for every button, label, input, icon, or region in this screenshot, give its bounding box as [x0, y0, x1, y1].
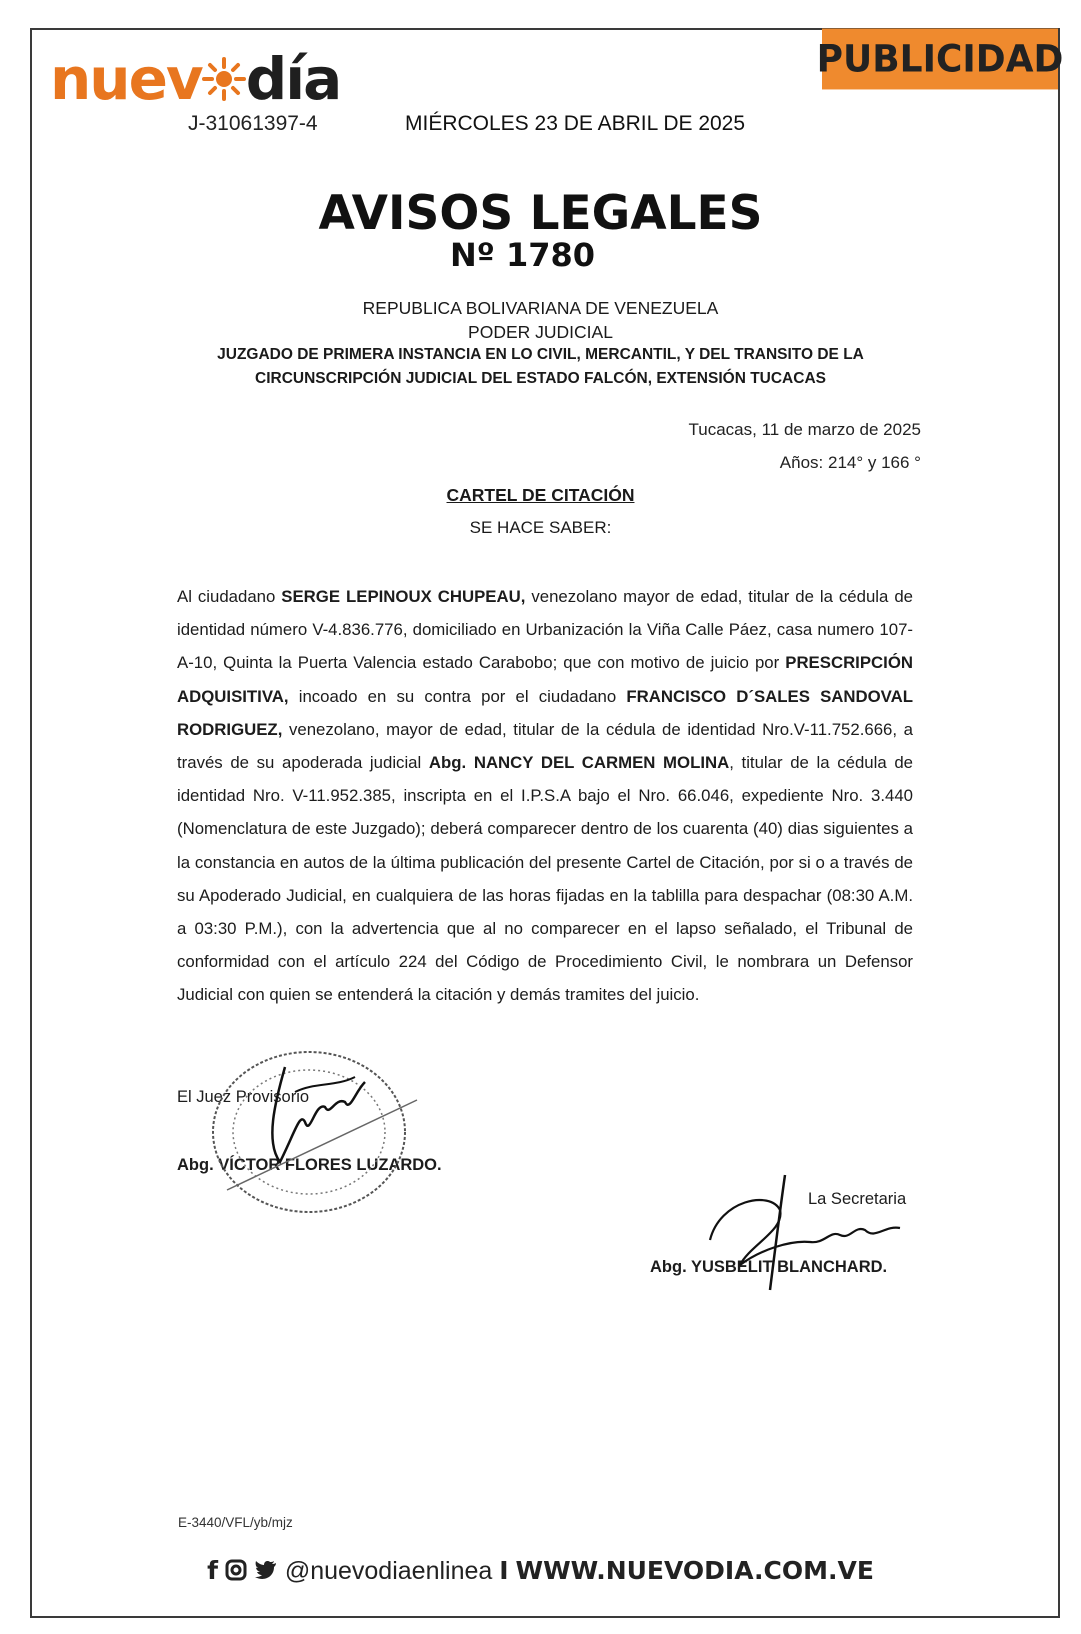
footer-bar — [0, 1556, 1081, 1586]
notice-number: Nº 1780 — [450, 236, 596, 274]
cartel-subtitle: SE HACE SABER: — [469, 518, 612, 537]
issue-date: MIÉRCOLES 23 DE ABRIL DE 2025 — [405, 112, 746, 135]
notice-body: Al ciudadano SERGE LEPINOUX CHUPEAU, venezolano mayor de edad, titular de la cédula de identidad número V-4.836.776, domiciliado en Urbanización la Viña Calle Páez, casa numero 107-A-10, Quinta la Puerta Valencia estado Carabobo; que con motivo de juicio por PRESCRIPCIÓN ADQUISITIVA, incoado en su contra por el ciudadano FRANCISCO D´SALES SANDOVAL RODRIGUEZ, venezolano, mayor de edad, titular de la cédula de identidad Nro.V-11.752.666, a través de su apoderada judicial Abg. NANCY DEL CARMEN MOLINA, titular de la cédula de identidad Nro. V-11.952.385, inscripta en el I.P.S.A bajo el Nro. 66.046, expediente Nro. 3.440 (Nomenclatura de este Juzgado); deberá comparecer dentro de los cuarenta (40) dias siguientes a la constancia en autos de la última publicación del presente Cartel de Citación, por si o a través de su Apoderado Judicial, en cualquiera de las horas fijadas en la tablilla para despachar (08:30 A.M. a 03:30 P.M.), con la advertencia que al no comparecer en el lapso señalado, el Tribunal de conformidad con el artículo 224 del Código de Procedimiento Civil, le nombrara un Defensor Judicial con quien se entenderá la citación y demás tramites del juicio. — [177, 587, 913, 1005]
website-link[interactable]: WWW.NUEVODIA.COM.VE — [515, 1556, 874, 1585]
section-title: AVISOS LEGALES — [318, 186, 763, 241]
header-circuit: CIRCUNSCRIPCIÓN JUDICIAL DEL ESTADO FALCÓN, EXTENSIÓN TUCACAS — [255, 370, 826, 387]
company-rif: J-31061397-4 — [188, 112, 318, 135]
years-line: Años: 214° y 166 ° — [779, 453, 921, 472]
social-handle[interactable]: @nuevodiaenlinea — [284, 1557, 493, 1585]
twitter-icon[interactable] — [254, 1559, 278, 1581]
header-court: JUZGADO DE PRIMERA INSTANCIA EN LO CIVIL, MERCANTIL, Y DEL TRANSITO DE LA — [217, 346, 864, 363]
publicidad-badge: PUBLICIDAD — [822, 29, 1058, 90]
secretary-name: Abg. YUSBELIT BLANCHARD. — [650, 1258, 888, 1276]
secretary-role: La Secretaria — [808, 1190, 907, 1208]
sun-icon — [202, 57, 246, 101]
judge-signature — [255, 1062, 375, 1172]
judge-role: El Juez Provisorio — [177, 1088, 310, 1106]
footer-separator: I — [499, 1556, 509, 1585]
header-judicial-power: PODER JUDICIAL — [468, 322, 613, 342]
reference-code: E-3440/VFL/yb/mjz — [178, 1515, 293, 1530]
header-republic: REPUBLICA BOLIVARIANA DE VENEZUELA — [362, 298, 719, 318]
cartel-title: CARTEL DE CITACIÓN — [446, 485, 635, 505]
secretary-signature — [690, 1170, 920, 1300]
brand-logo: nuev día — [50, 45, 341, 113]
instagram-icon[interactable] — [225, 1559, 247, 1581]
facebook-icon[interactable]: f — [207, 1556, 218, 1585]
place-date: Tucacas, 11 de marzo de 2025 — [688, 420, 921, 439]
judge-name: Abg. VÍCTOR FLORES LUZARDO. — [177, 1156, 442, 1174]
